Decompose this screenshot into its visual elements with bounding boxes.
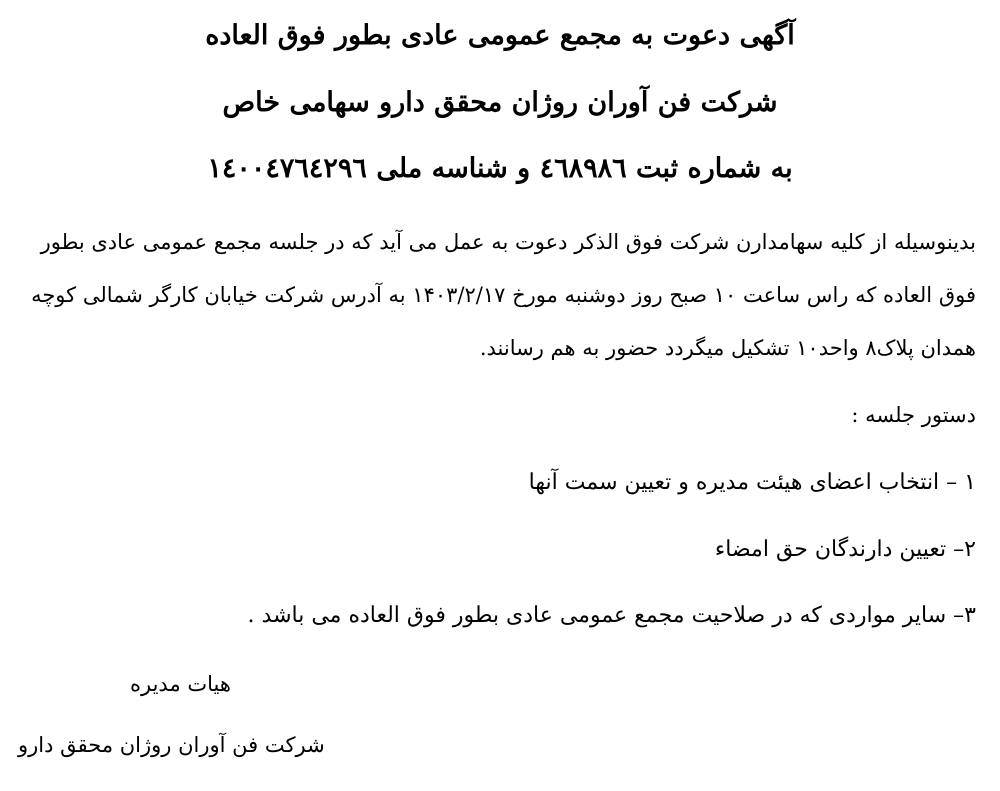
body-text-line-2: فوق العاده که راس ساعت ۱۰ صبح روز دوشنبه مورخ ۱۴۰۳/۲/۱۷ به آدرس شرکت خیابان کارگر شمالی کوچه <box>31 283 976 307</box>
body-text-line-3: همدان پلاک۸ واحد۱۰ تشکیل میگردد حضور به هم رسانند. <box>479 336 976 360</box>
agenda-title: دستور جلسه : <box>851 403 976 427</box>
registration-info-heading: به شماره ثبت ٤٦٨٩٨٦ و شناسه ملی ١٤٠٠٤٧٦٤٢٩٦ <box>207 153 793 184</box>
notice-title: آگهی دعوت به مجمع عمومی عادی بطور فوق العاده <box>205 20 795 51</box>
signature-company: شرکت فن آوران روژان محقق دارو <box>18 733 325 757</box>
agenda-item-3: ۳– سایر مواردی که در صلاحیت مجمع عمومی عادی بطور فوق العاده می باشد . <box>247 603 976 628</box>
agenda-item-1: ۱ – انتخاب اعضای هیئت مدیره و تعیین سمت آنها <box>528 470 976 495</box>
agenda-item-2: ۲– تعیین دارندگان حق امضاء <box>714 537 976 562</box>
company-name-heading: شرکت فن آوران روژان محقق دارو سهامی خاص <box>222 87 778 118</box>
signature-board: هیات مدیره <box>130 672 231 696</box>
body-text-line-1: بدینوسیله از کلیه سهامدارن شرکت فوق الذکر دعوت به عمل می آید که در جلسه مجمع عمومی عادی بطور <box>40 230 976 254</box>
